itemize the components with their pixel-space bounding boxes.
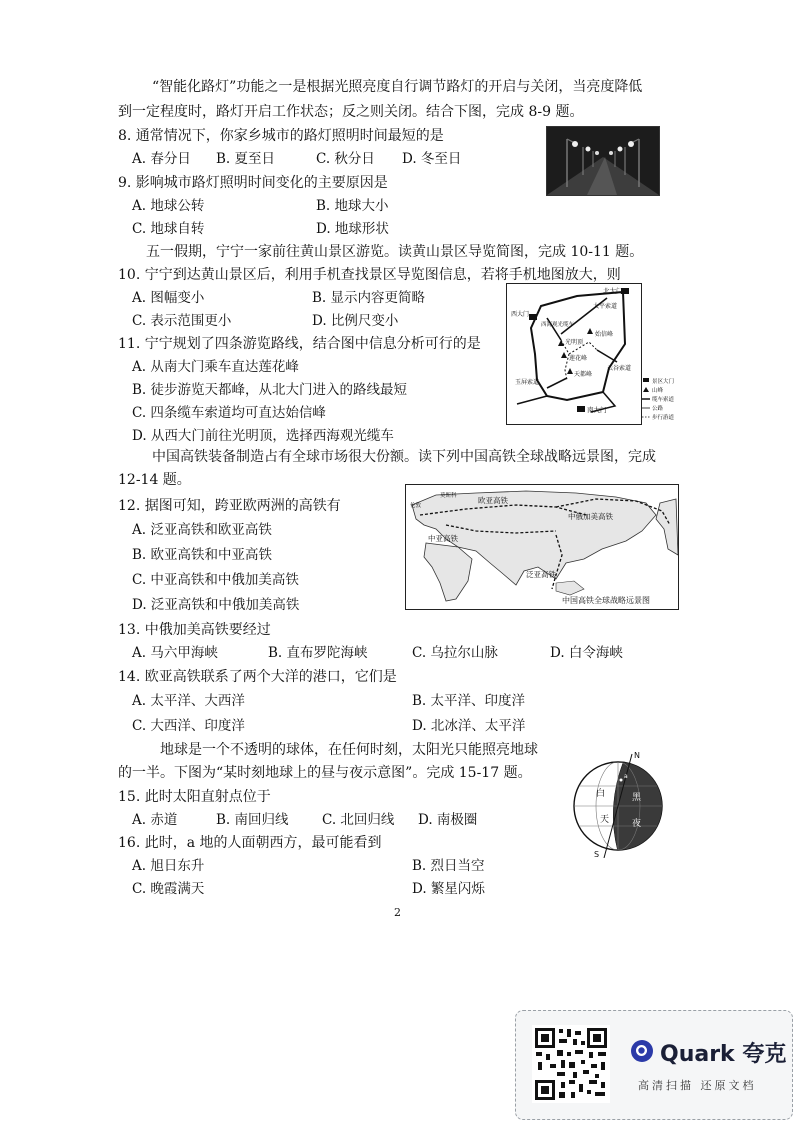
rail-map-caption: 中国高铁全球战略远景图 bbox=[562, 596, 650, 605]
q13-option-c: C. 乌拉尔山脉 bbox=[412, 645, 498, 661]
q11-option-c: C. 四条缆车索道均可直达始信峰 bbox=[132, 405, 326, 421]
map-label-lianhua-peak: 莲花峰 bbox=[569, 355, 588, 362]
q12-stem: 12. 据图可知，跨亚欧两洲的高铁有 bbox=[118, 498, 341, 514]
quark-logo-icon bbox=[630, 1039, 654, 1063]
intro-12-14-line-1: 中国高铁装备制造占有全球市场很大份额。读下列中国高铁全球战略远景图，完成 bbox=[152, 449, 656, 465]
q13-option-d: D. 白令海峡 bbox=[550, 645, 623, 661]
map-label-taiping-ropeway: 太平索道 bbox=[593, 303, 618, 310]
qr-code-icon bbox=[532, 1025, 610, 1103]
q16-option-a: A. 旭日东升 bbox=[132, 858, 205, 874]
rail-label-central-asia: 中亚高铁 bbox=[428, 534, 458, 543]
q9-option-a: A. 地球公转 bbox=[132, 198, 205, 214]
intro-8-9-line-2: 到一定程度时，路灯开启工作状态；反之则关闭。结合下图，完成 8-9 题。 bbox=[118, 104, 584, 120]
earth-label-day-1: 白 bbox=[596, 789, 606, 799]
china-hsr-strategy-map bbox=[405, 484, 679, 610]
earth-label-day-2: 天 bbox=[600, 815, 610, 825]
q16-stem: 16. 此时，a 地的人面朝西方，最可能看到 bbox=[118, 835, 382, 851]
map-label-yungu-ropeway: 云谷索道 bbox=[607, 365, 632, 372]
q14-stem: 14. 欧亚高铁联系了两个大洋的港口，它们是 bbox=[118, 669, 397, 685]
legend-road: 公路 bbox=[652, 406, 664, 412]
q9-option-c: C. 地球自转 bbox=[132, 221, 205, 237]
q16-option-d: D. 繁星闪烁 bbox=[412, 881, 485, 897]
q11-option-d: D. 从西大门前往光明顶，选择西海观光缆车 bbox=[132, 428, 394, 444]
q15-option-b: B. 南回归线 bbox=[216, 812, 289, 828]
q16-option-c: C. 晚霞满天 bbox=[132, 881, 205, 897]
legend-trail: 步行游道 bbox=[652, 415, 675, 421]
q13-stem: 13. 中俄加美高铁要经过 bbox=[118, 622, 271, 638]
q11-stem: 11. 宁宁规划了四条游览路线，结合图中信息分析可行的是 bbox=[118, 336, 481, 352]
rail-label-london: 伦敦 bbox=[410, 503, 422, 509]
earth-day-night-diagram bbox=[566, 750, 670, 858]
legend-gate: 景区大门 bbox=[652, 379, 675, 385]
q12-option-d: D. 泛亚高铁和中俄加美高铁 bbox=[132, 597, 300, 613]
q14-option-d: D. 北冰洋、太平洋 bbox=[412, 718, 526, 734]
earth-label-night-1: 黑 bbox=[632, 793, 642, 803]
q11-option-a: A. 从南大门乘车直达莲花峰 bbox=[132, 359, 299, 375]
q8-stem: 8. 通常情况下，你家乡城市的路灯照明时间最短的是 bbox=[118, 128, 444, 144]
q14-option-a: A. 太平洋、大西洋 bbox=[132, 693, 245, 709]
q9-option-b: B. 地球大小 bbox=[316, 198, 389, 214]
quark-brand: Quark 夸克 bbox=[660, 1042, 787, 1067]
q8-option-a: A. 春分日 bbox=[132, 151, 191, 167]
legend-peak: 山峰 bbox=[652, 388, 664, 394]
quark-watermark bbox=[515, 1010, 793, 1120]
rail-label-eurasia: 欧亚高铁 bbox=[478, 496, 508, 505]
quark-tagline: 高清扫描 还原文档 bbox=[638, 1079, 757, 1092]
street-lamp-photo bbox=[546, 126, 660, 196]
q8-option-d: D. 冬至日 bbox=[402, 151, 462, 167]
intro-8-9-line-1: “智能化路灯”功能之一是根据光照亮度自行调节路灯的开启与关闭，当亮度降低 bbox=[152, 79, 643, 95]
q10-option-d: D. 比例尺变小 bbox=[312, 313, 399, 329]
intro-12-14-line-2: 12-14 题。 bbox=[118, 472, 191, 488]
rail-label-pan-asia: 泛亚高铁 bbox=[526, 570, 556, 579]
rail-label-moscow: 莫斯科 bbox=[440, 493, 457, 499]
huangshan-map-legend bbox=[642, 376, 682, 424]
map-label-west-gate: 西大门 bbox=[511, 311, 530, 318]
q9-option-d: D. 地球形状 bbox=[316, 221, 389, 237]
q9-stem: 9. 影响城市路灯照明时间变化的主要原因是 bbox=[118, 175, 388, 191]
huangshan-scenic-map bbox=[506, 283, 642, 425]
map-label-yuping-ropeway: 玉屏索道 bbox=[515, 379, 540, 386]
q15-option-c: C. 北回归线 bbox=[322, 812, 395, 828]
q10-option-a: A. 图幅变小 bbox=[132, 290, 205, 306]
q15-option-d: D. 南极圈 bbox=[418, 812, 478, 828]
earth-label-north: N bbox=[634, 751, 640, 760]
intro-15-17-line-1: 地球是一个不透明的球体，在任何时刻，太阳光只能照亮地球 bbox=[160, 742, 538, 758]
q15-stem: 15. 此时太阳直射点位于 bbox=[118, 789, 271, 805]
earth-label-south: S bbox=[594, 850, 600, 858]
page-number: 2 bbox=[394, 906, 401, 919]
q15-option-a: A. 赤道 bbox=[132, 812, 178, 828]
q14-option-b: B. 太平洋、印度洋 bbox=[412, 693, 526, 709]
q10-option-c: C. 表示范围更小 bbox=[132, 313, 232, 329]
q10-option-b: B. 显示内容更简略 bbox=[312, 290, 426, 306]
intro-10-11: 五一假期，宁宁一家前往黄山景区游览。读黄山景区导览简图，完成 10-11 题。 bbox=[146, 244, 644, 260]
map-label-xihai-cable-car: 西海观光缆车 bbox=[541, 322, 575, 328]
map-label-north-gate: 北大门 bbox=[603, 287, 623, 295]
q13-option-b: B. 直布罗陀海峡 bbox=[268, 645, 368, 661]
q12-option-c: C. 中亚高铁和中俄加美高铁 bbox=[132, 572, 299, 588]
map-label-shixin-peak: 始信峰 bbox=[595, 331, 614, 338]
q12-option-b: B. 欧亚高铁和中亚高铁 bbox=[132, 547, 273, 563]
intro-15-17-line-2: 的一半。下图为“某时刻地球上的昼与夜示意图”。完成 15-17 题。 bbox=[118, 765, 532, 781]
rail-label-sino-russia-canada-us: 中俄加美高铁 bbox=[568, 512, 613, 521]
q8-option-b: B. 夏至日 bbox=[216, 151, 276, 167]
q10-stem: 10. 宁宁到达黄山景区后，利用手机查找景区导览图信息，若将手机地图放大，则 bbox=[118, 267, 621, 283]
earth-label-a: a bbox=[624, 773, 628, 780]
q13-option-a: A. 马六甲海峡 bbox=[132, 645, 218, 661]
q14-option-c: C. 大西洋、印度洋 bbox=[132, 718, 245, 734]
q11-option-b: B. 徒步游览天都峰，从北大门进入的路线最短 bbox=[132, 382, 408, 398]
map-label-tiandu-peak: 天都峰 bbox=[574, 371, 593, 378]
earth-label-night-2: 夜 bbox=[632, 819, 642, 829]
map-label-guangmingding: 光明顶 bbox=[565, 339, 584, 346]
legend-ropeway: 缆车索道 bbox=[652, 397, 675, 403]
q8-option-c: C. 秋分日 bbox=[316, 151, 375, 167]
map-label-south-gate: 南大门 bbox=[587, 406, 607, 414]
q16-option-b: B. 烈日当空 bbox=[412, 858, 485, 874]
q12-option-a: A. 泛亚高铁和欧亚高铁 bbox=[132, 522, 272, 538]
